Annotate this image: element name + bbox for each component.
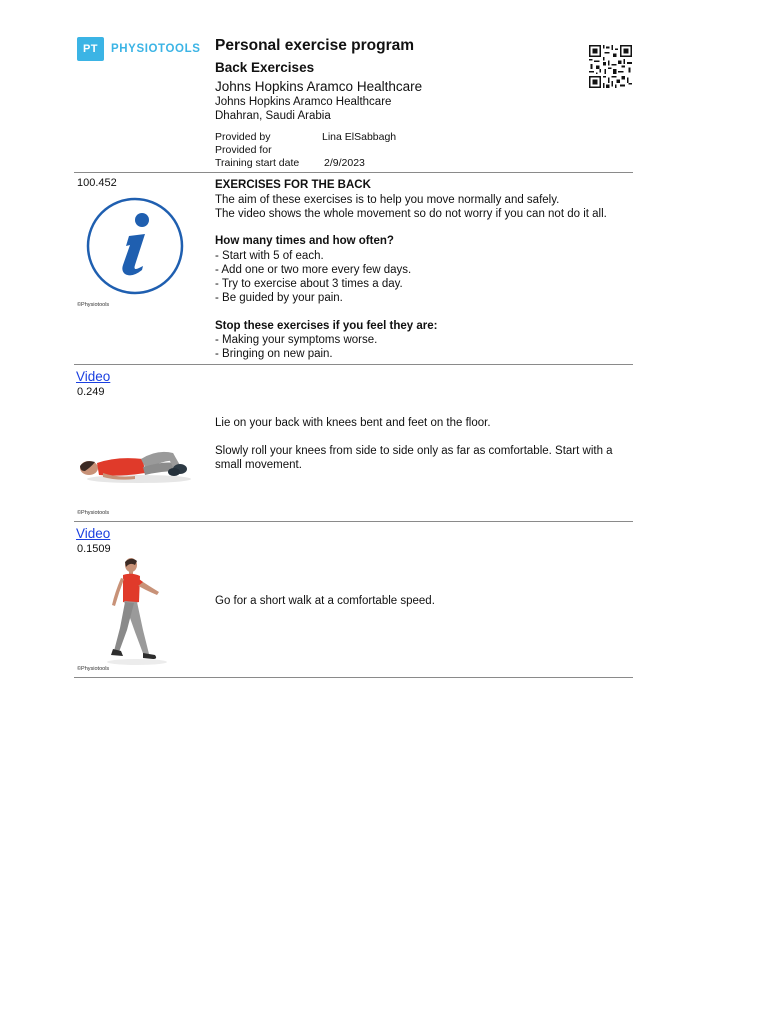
stop-heading: Stop these exercises if you feel they are: [215,320,438,332]
instruction-text: Go for a short walk at a comfortable speed. [215,595,435,607]
section-divider [74,364,633,365]
organization-line: Johns Hopkins Aramco Healthcare [215,96,392,108]
how-often-item: - Start with 5 of each. [215,250,324,262]
how-often-item: - Add one or two more every few days. [215,264,412,276]
walking-figure [77,556,192,668]
instruction-text: small movement. [215,459,302,471]
logo-badge: PT [77,37,104,61]
section-heading: EXERCISES FOR THE BACK [215,179,371,191]
logo-text: PHYSIOTOOLS [111,43,201,55]
video-link[interactable]: Video [76,526,111,541]
location: Dhahran, Saudi Arabia [215,110,331,122]
provided-by-value: Lina ElSabbagh [322,131,397,143]
intro-line: The aim of these exercises is to help you move normally and safely. [215,194,560,206]
instruction-text: Slowly roll your knees from side to side only as far as comfortable. Start with a [215,445,613,457]
section-divider [74,677,633,678]
physiotools-logo [77,37,200,61]
copyright-text: ©Physiotools [77,666,110,672]
stop-item: - Bringing on new pain. [215,348,333,360]
exercise-id: 0.249 [77,386,105,398]
start-date-label: Training start date [215,157,300,169]
video-link[interactable]: Video [76,369,111,384]
intro-line: The video shows the whole movement so do not worry if you can not do it all. [215,208,607,220]
header-divider [74,172,633,173]
section-divider [74,521,633,522]
how-often-heading: How many times and how often? [215,235,394,247]
start-date-value: 2/9/2023 [324,157,365,169]
stop-item: - Making your symptoms worse. [215,334,378,346]
exercise-id: 100.452 [77,177,117,189]
program-subtitle: Back Exercises [215,60,315,75]
provided-for-label: Provided for [215,144,272,156]
how-often-item: - Be guided by your pain. [215,292,343,304]
page-title: Personal exercise program [215,37,415,54]
provided-by-label: Provided by [215,131,271,143]
qr-code [589,45,632,88]
copyright-text: ©Physiotools [77,302,110,308]
copyright-text: ©Physiotools [77,510,110,516]
instruction-text: Lie on your back with knees bent and feet on the floor. [215,417,491,429]
organization-name: Johns Hopkins Aramco Healthcare [215,79,423,94]
lying-knee-roll-figure [77,401,192,511]
exercise-id: 0.1509 [77,543,111,555]
info-icon [77,191,190,302]
how-often-item: - Try to exercise about 3 times a day. [215,278,403,290]
